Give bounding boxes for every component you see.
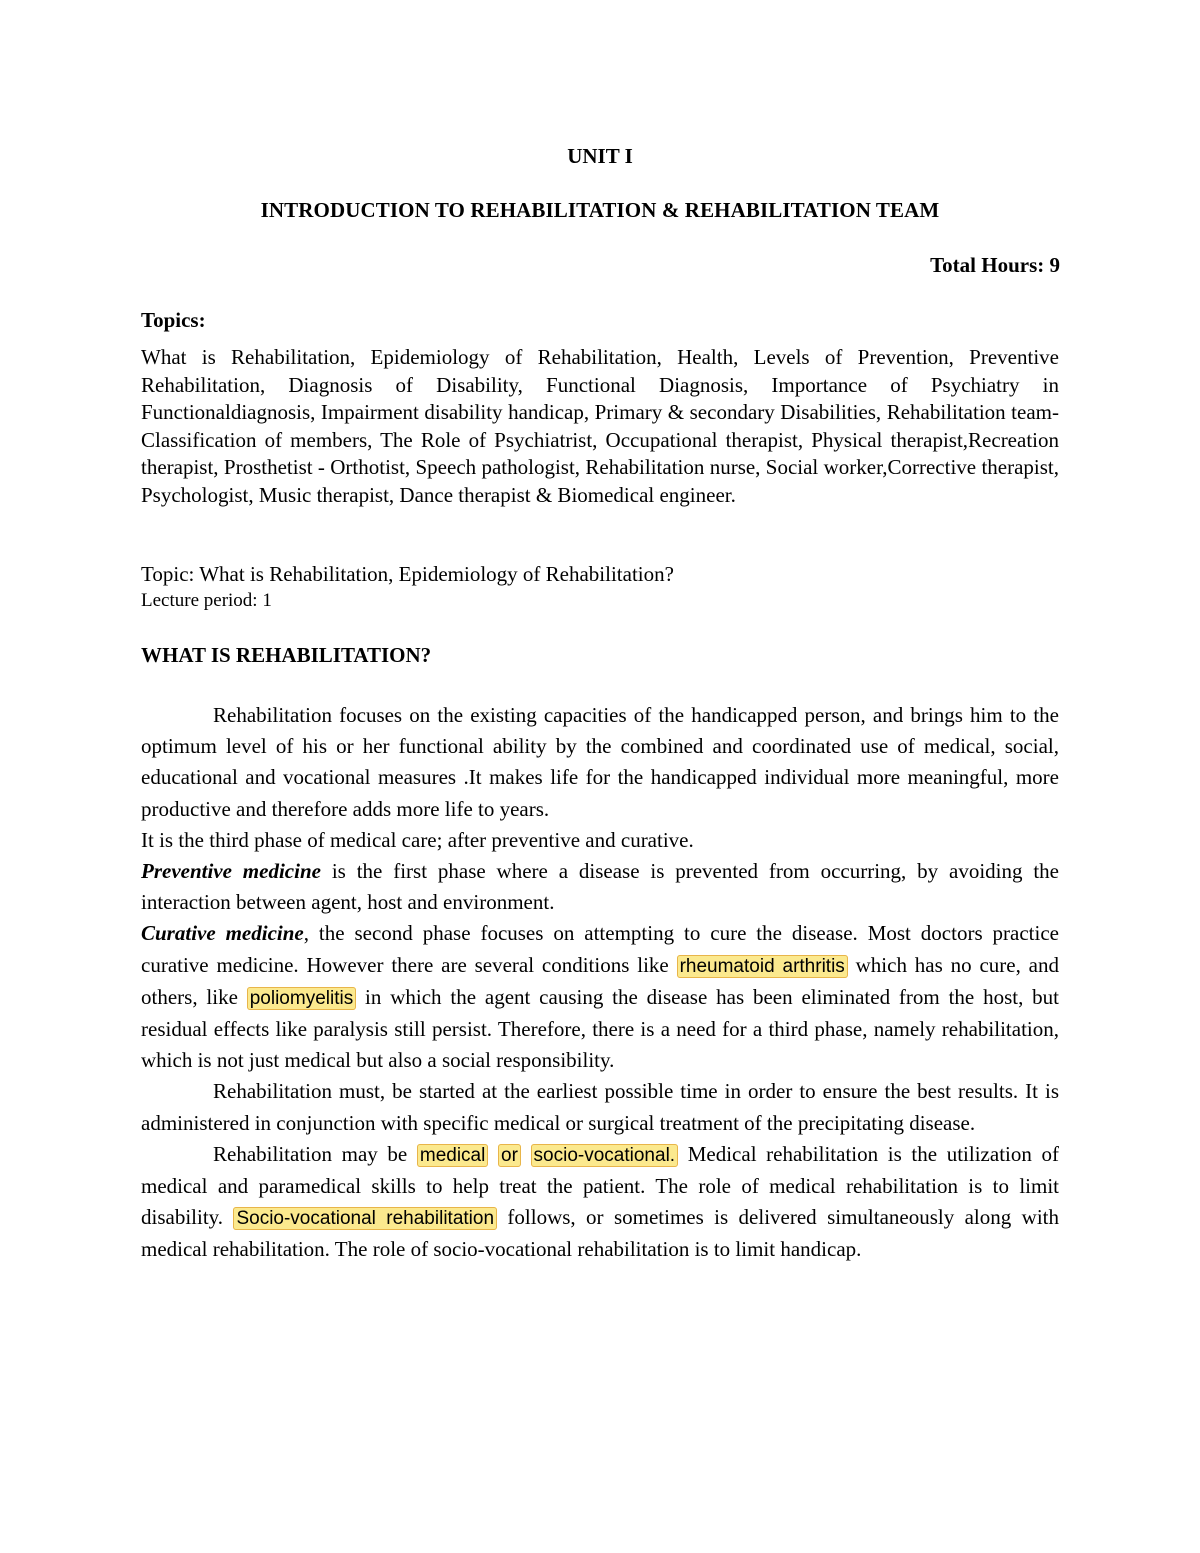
highlight-socio-vocational-rehabilitation[interactable]: Socio-vocational rehabilitation (233, 1207, 497, 1230)
lecture-period: Lecture period: 1 (141, 590, 272, 611)
paragraph-types (141, 1139, 1059, 1266)
highlight-socio-vocational[interactable]: socio-vocational. (531, 1144, 679, 1167)
paragraph-types-text-2: Medical rehabilitation is the utilization of medical and paramedical skills to help treat the patient. The role of medical rehabilitation is to limit disability. (141, 1141, 1059, 1230)
topics-list: What is Rehabilitation, Epidemiology of Rehabilitation, Health, Levels of Prevention, Preventive Rehabilitation, Diagnosis of Disability, Functional Diagnosis, Importance of Psychiatry in Functionaldiagnosis, Impairment disability handicap, Primary & secondary Disabilities, Rehabilitation team-Classification of members, The Role of Psychiatrist, Occupational therapist, Physical therapist,Recreation therapist, Prosthetist - Orthotist, Speech pathologist, Rehabilitation nurse, Social worker,Corrective therapist, Psychologist, Music therapist, Dance therapist & Biomedical engineer. (141, 345, 1059, 507)
paragraph-definition: Rehabilitation focuses on the existing capacities of the handicapped person, and brings him to the optimum level of his or her functional ability by the combined and coordinated use of medical, social, educational and vocational measures .It makes life for the handicapped individual more meaningful, more productive and therefore adds more life to years. (141, 703, 1059, 821)
paragraph-timing: Rehabilitation must, be started at the earliest possible time in order to ensure the best results. It is administered in conjunction with specific medical or surgical treatment of the precipitating disease. (141, 1079, 1059, 1135)
paragraph-types-space-1 (488, 1142, 498, 1166)
topics-heading: Topics: (141, 308, 206, 332)
highlight-medical[interactable]: medical (417, 1144, 488, 1167)
term-curative-medicine: Curative medicine (141, 921, 304, 946)
term-preventive-medicine: Preventive medicine (141, 859, 321, 884)
paragraph-types-text-3: follows, or sometimes is delivered simultaneously along with medical rehabilitation. The role of socio-vocational rehabilitation is to limit handicap. (141, 1205, 1059, 1262)
document-title: INTRODUCTION TO REHABILITATION & REHABILITATION TEAM (260, 198, 940, 222)
paragraph-curative-text-1: , the second phase focuses on attempting to cure the disease. Most doctors practice curative medicine. However there are several conditions like (141, 921, 1059, 977)
section-body (141, 700, 1059, 1266)
topic-line: Topic: What is Rehabilitation, Epidemiology of Rehabilitation? (141, 562, 674, 586)
paragraph-preventive-text: is the first phase where a disease is prevented from occurring, by avoiding the interaction between agent, host and environment. (141, 859, 1059, 915)
paragraph-types-text-1: Rehabilitation may be (213, 1141, 417, 1166)
highlight-rheumatoid-arthritis[interactable]: rheumatoid arthritis (677, 955, 848, 978)
highlight-or[interactable]: or (498, 1144, 521, 1167)
paragraph-types-space-2 (521, 1142, 531, 1166)
unit-title: UNIT I (567, 144, 633, 168)
paragraph-curative (141, 918, 1059, 1076)
paragraph-curative-text-3: in which the agent causing the disease has been eliminated from the host, but residual effects like paralysis still persist. Therefore, there is a need for a third phase, namely rehabilitation, which is not just medical but also a social responsibility. (141, 984, 1059, 1073)
highlight-poliomyelitis[interactable]: poliomyelitis (247, 987, 356, 1010)
paragraph-third-phase: It is the third phase of medical care; after preventive and curative. (141, 827, 694, 852)
paragraph-curative-text-2: which has no cure, and others, like (141, 952, 1060, 1009)
section-heading: WHAT IS REHABILITATION? (141, 643, 432, 667)
total-hours: Total Hours: 9 (930, 253, 1060, 277)
paragraph-preventive (141, 856, 1059, 918)
